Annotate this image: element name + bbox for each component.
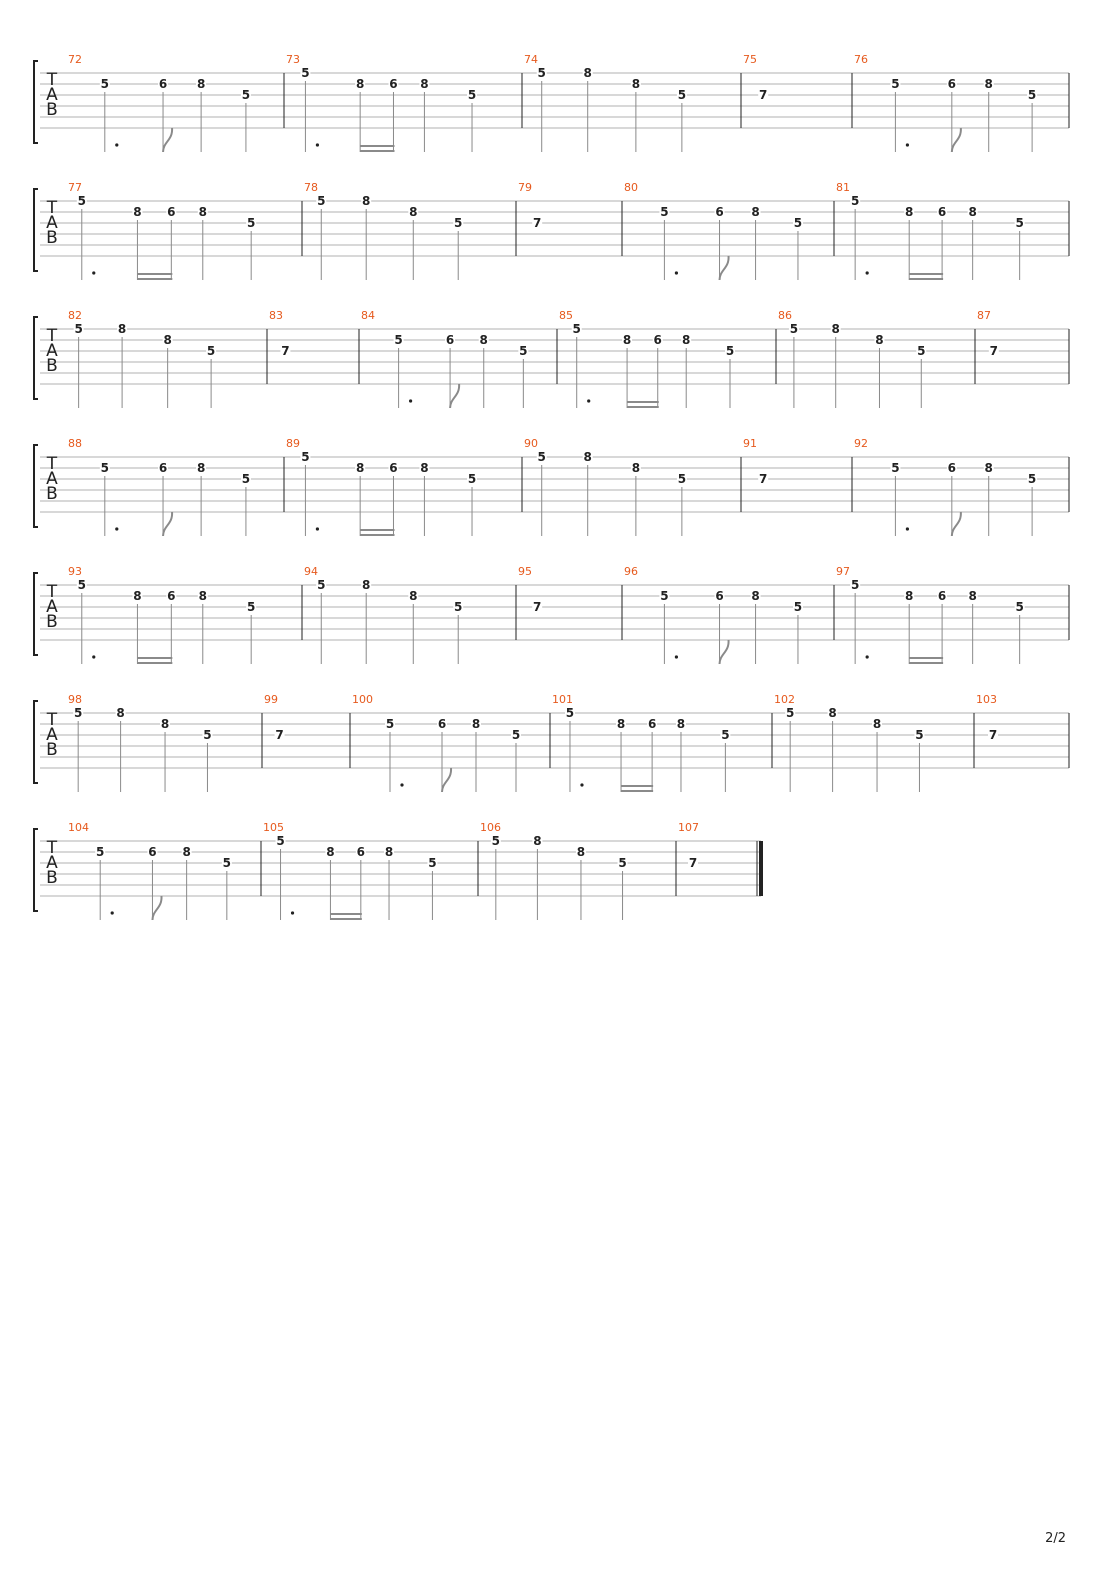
tab-clef-letter: T — [46, 838, 58, 858]
measure — [361, 309, 528, 408]
tab-clef-letter: T — [46, 70, 58, 90]
fret-number: 5 — [891, 77, 900, 91]
measure-number: 80 — [624, 181, 638, 194]
fret-number: 7 — [275, 728, 284, 742]
tab-clef-letter: A — [46, 213, 58, 233]
tab-clef-letter: T — [46, 582, 58, 602]
measure-number: 106 — [480, 821, 501, 834]
measure-number: 102 — [774, 693, 795, 706]
fret-number: 8 — [326, 845, 335, 859]
fret-number: 5 — [850, 194, 860, 208]
tab-clef-letter: B — [46, 356, 58, 376]
beam — [137, 657, 172, 659]
tab-clef-letter: T — [46, 710, 58, 730]
fret-number: 8 — [682, 333, 691, 347]
fret-number: 8 — [583, 450, 592, 464]
measure-number: 103 — [976, 693, 997, 706]
eighth-flag — [442, 768, 451, 792]
fret-number: 6 — [647, 717, 657, 731]
measure-number: 93 — [68, 565, 82, 578]
measure-number: 79 — [518, 181, 532, 194]
tab-clef-letter: T — [46, 198, 58, 218]
fret-number: 8 — [968, 589, 977, 603]
fret-number: 5 — [660, 205, 669, 219]
beam — [330, 913, 361, 915]
fret-number: 5 — [222, 856, 232, 870]
system-bracket — [34, 829, 38, 911]
tab-clef-letter: A — [46, 853, 58, 873]
tab-system — [34, 181, 1069, 280]
fret-number: 5 — [491, 834, 500, 848]
tab-system — [34, 437, 1069, 536]
fret-number: 6 — [445, 333, 455, 347]
measure-number: 96 — [624, 565, 638, 578]
measure-number: 94 — [304, 565, 318, 578]
measure-number: 82 — [68, 309, 82, 322]
fret-number: 6 — [715, 205, 724, 219]
measure-number: 73 — [286, 53, 300, 66]
fret-number: 5 — [276, 834, 285, 848]
measure — [836, 565, 1025, 664]
fret-number: 5 — [660, 589, 669, 603]
beam — [621, 790, 653, 792]
measure-number: 99 — [264, 693, 278, 706]
measure-number: 89 — [286, 437, 300, 450]
measure-number: 104 — [68, 821, 89, 834]
fret-number: 8 — [533, 834, 542, 848]
measure — [352, 693, 521, 792]
fret-number: 8 — [676, 717, 686, 731]
tab-clef-letter: B — [46, 868, 58, 888]
measure — [68, 821, 232, 920]
augmentation-dot — [92, 655, 95, 658]
measure — [68, 53, 251, 152]
augmentation-dot — [906, 527, 909, 530]
augmentation-dot — [866, 655, 869, 658]
fret-number: 5 — [96, 845, 105, 859]
fret-number: 5 — [793, 216, 803, 230]
fret-number: 5 — [100, 461, 109, 475]
fret-number: 5 — [786, 706, 795, 720]
fret-number: 8 — [905, 589, 914, 603]
beam — [360, 150, 394, 152]
beam — [909, 662, 943, 664]
fret-number: 5 — [301, 66, 310, 80]
augmentation-dot — [400, 783, 403, 786]
beam — [137, 662, 172, 664]
measure — [286, 437, 477, 536]
fret-number: 7 — [688, 856, 698, 870]
measure — [624, 181, 803, 280]
fret-number: 6 — [437, 717, 447, 731]
fret-number: 8 — [576, 845, 586, 859]
measure-number: 92 — [854, 437, 868, 450]
fret-number: 6 — [158, 461, 168, 475]
fret-number: 7 — [533, 216, 542, 230]
measure-number: 74 — [524, 53, 538, 66]
fret-number: 8 — [198, 589, 207, 603]
fret-number: 7 — [989, 344, 998, 358]
fret-number: 8 — [362, 578, 371, 592]
page-number: 2/2 — [1045, 1531, 1066, 1546]
fret-number: 8 — [409, 205, 418, 219]
fret-number: 8 — [622, 333, 632, 347]
measure-number: 105 — [263, 821, 284, 834]
measure — [524, 437, 687, 536]
fret-number: 5 — [203, 728, 212, 742]
eighth-flag — [152, 896, 161, 920]
beam — [909, 278, 943, 280]
fret-number: 6 — [167, 589, 176, 603]
fret-number: 8 — [355, 461, 365, 475]
fret-number: 5 — [511, 728, 521, 742]
fret-number: 5 — [793, 600, 803, 614]
augmentation-dot — [580, 783, 583, 786]
measure — [854, 53, 1037, 152]
fret-number: 5 — [454, 600, 463, 614]
fret-number: 8 — [631, 77, 641, 91]
augmentation-dot — [316, 143, 319, 146]
fret-number: 5 — [206, 344, 216, 358]
fret-number: 6 — [148, 845, 157, 859]
fret-number: 8 — [984, 461, 993, 475]
tab-clef-letter: A — [46, 341, 58, 361]
tab-clef-letter: B — [46, 612, 58, 632]
tab-clef-letter: B — [46, 100, 58, 120]
measure-number: 75 — [743, 53, 757, 66]
fret-number: 5 — [519, 344, 528, 358]
measure-number: 88 — [68, 437, 82, 450]
system-bracket — [34, 701, 38, 783]
measure-number: 107 — [678, 821, 699, 834]
fret-number: 5 — [77, 194, 86, 208]
fret-number: 8 — [875, 333, 884, 347]
tab-clef-letter: A — [46, 597, 58, 617]
fret-number: 6 — [389, 77, 398, 91]
system-bracket — [34, 61, 38, 143]
fret-number: 8 — [116, 706, 125, 720]
fret-number: 8 — [196, 77, 206, 91]
fret-number: 8 — [831, 322, 840, 336]
fret-number: 7 — [533, 600, 542, 614]
fret-number: 8 — [384, 845, 394, 859]
eighth-flag — [720, 640, 729, 664]
beam — [909, 657, 943, 659]
measure-number: 81 — [836, 181, 850, 194]
measure — [68, 181, 256, 280]
measure — [68, 565, 256, 664]
fret-number: 6 — [947, 77, 956, 91]
measure — [552, 693, 730, 792]
fret-number: 6 — [947, 461, 956, 475]
tab-system — [34, 309, 1069, 408]
fret-number: 8 — [984, 77, 993, 91]
measure-number: 85 — [559, 309, 573, 322]
eighth-flag — [163, 128, 172, 152]
measure — [68, 437, 251, 536]
fret-number: 6 — [653, 333, 662, 347]
beam — [909, 273, 943, 275]
fret-number: 6 — [937, 205, 947, 219]
fret-number: 5 — [317, 578, 326, 592]
beam — [621, 785, 653, 787]
beam — [627, 401, 659, 403]
measure-number: 90 — [524, 437, 538, 450]
fret-number: 5 — [428, 856, 437, 870]
fret-number: 5 — [537, 450, 546, 464]
fret-number: 5 — [850, 578, 860, 592]
measure — [524, 53, 687, 152]
system-bracket — [34, 317, 38, 399]
fret-number: 5 — [317, 194, 326, 208]
beam — [360, 529, 394, 531]
augmentation-dot — [92, 271, 95, 274]
system-bracket — [34, 189, 38, 271]
augmentation-dot — [675, 655, 678, 658]
fret-number: 7 — [988, 728, 998, 742]
fret-number: 8 — [968, 205, 977, 219]
fret-number: 6 — [356, 845, 365, 859]
measure — [263, 821, 437, 920]
augmentation-dot — [291, 911, 294, 914]
tab-clef-letter: A — [46, 469, 58, 489]
fret-number: 8 — [362, 194, 371, 208]
fret-number: 8 — [872, 717, 882, 731]
measure-number: 98 — [68, 693, 82, 706]
beam — [137, 278, 172, 280]
system-bracket — [34, 573, 38, 655]
fret-number: 5 — [1015, 600, 1024, 614]
measure-number: 91 — [743, 437, 757, 450]
measure-number: 101 — [552, 693, 573, 706]
fret-number: 5 — [100, 77, 109, 91]
augmentation-dot — [115, 527, 118, 530]
measure — [774, 693, 924, 792]
fret-number: 8 — [420, 461, 429, 475]
measure-number: 83 — [269, 309, 283, 322]
eighth-flag — [720, 256, 729, 280]
tab-clef-letter: A — [46, 725, 58, 745]
fret-number: 5 — [247, 600, 256, 614]
fret-number: 8 — [420, 77, 429, 91]
fret-number: 6 — [167, 205, 176, 219]
fret-number: 8 — [828, 706, 837, 720]
tab-system — [34, 693, 1069, 792]
beam — [360, 534, 394, 536]
fret-number: 5 — [789, 322, 799, 336]
fret-number: 5 — [1015, 216, 1024, 230]
augmentation-dot — [111, 911, 114, 914]
fret-number: 7 — [759, 472, 768, 486]
measure-number: 95 — [518, 565, 532, 578]
fret-number: 8 — [196, 461, 206, 475]
measure — [854, 437, 1037, 536]
augmentation-dot — [409, 399, 412, 402]
system-bracket — [34, 445, 38, 527]
measure — [68, 693, 212, 792]
augmentation-dot — [675, 271, 678, 274]
measure-number: 77 — [68, 181, 82, 194]
fret-number: 8 — [905, 205, 914, 219]
fret-number: 5 — [618, 856, 627, 870]
fret-number: 5 — [537, 66, 546, 80]
tab-system — [34, 821, 763, 920]
fret-number: 5 — [74, 706, 83, 720]
fret-number: 5 — [77, 578, 86, 592]
fret-number: 5 — [565, 706, 575, 720]
measure-number: 86 — [778, 309, 792, 322]
measure — [624, 565, 803, 664]
fret-number: 6 — [389, 461, 398, 475]
fret-number: 5 — [241, 472, 251, 486]
fret-number: 5 — [301, 450, 310, 464]
fret-number: 5 — [677, 88, 687, 102]
fret-number: 7 — [281, 344, 290, 358]
fret-number: 8 — [355, 77, 365, 91]
fret-number: 5 — [241, 88, 251, 102]
fret-number: 8 — [182, 845, 191, 859]
measure — [304, 565, 463, 664]
eighth-flag — [163, 512, 172, 536]
final-barline-thick — [759, 841, 763, 896]
augmentation-dot — [316, 527, 319, 530]
fret-number: 8 — [616, 717, 626, 731]
fret-number: 8 — [751, 589, 760, 603]
measure-number: 72 — [68, 53, 82, 66]
fret-number: 8 — [133, 589, 142, 603]
fret-number: 6 — [715, 589, 724, 603]
fret-number: 5 — [467, 88, 477, 102]
fret-number: 8 — [479, 333, 488, 347]
tab-clef-letter: A — [46, 85, 58, 105]
measure-number: 87 — [977, 309, 991, 322]
fret-number: 5 — [891, 461, 900, 475]
fret-number: 8 — [631, 461, 641, 475]
measure — [68, 309, 216, 408]
fret-number: 5 — [454, 216, 463, 230]
measure — [778, 309, 926, 408]
fret-number: 8 — [198, 205, 207, 219]
fret-number: 5 — [917, 344, 926, 358]
measure-number: 78 — [304, 181, 318, 194]
tab-clef-letter: B — [46, 228, 58, 248]
tab-system — [34, 53, 1069, 152]
fret-number: 5 — [721, 728, 730, 742]
fret-number: 8 — [163, 333, 172, 347]
tab-clef-letter: B — [46, 484, 58, 504]
measure-number: 100 — [352, 693, 373, 706]
augmentation-dot — [906, 143, 909, 146]
augmentation-dot — [115, 143, 118, 146]
tab-system — [34, 565, 1069, 664]
tab-clef-letter: T — [46, 326, 58, 346]
fret-number: 5 — [572, 322, 581, 336]
fret-number: 8 — [471, 717, 481, 731]
fret-number: 6 — [158, 77, 168, 91]
fret-number: 8 — [409, 589, 418, 603]
fret-number: 5 — [725, 344, 735, 358]
eighth-flag — [952, 512, 961, 536]
fret-number: 6 — [937, 589, 947, 603]
measure-number: 84 — [361, 309, 375, 322]
measure — [480, 821, 628, 920]
fret-number: 5 — [247, 216, 256, 230]
beam — [330, 918, 361, 920]
beam — [360, 145, 394, 147]
augmentation-dot — [866, 271, 869, 274]
eighth-flag — [952, 128, 961, 152]
fret-number: 8 — [583, 66, 592, 80]
measure-number: 76 — [854, 53, 868, 66]
measure — [304, 181, 463, 280]
fret-number: 8 — [160, 717, 170, 731]
fret-number: 8 — [751, 205, 760, 219]
fret-number: 5 — [394, 333, 403, 347]
beam — [137, 273, 172, 275]
fret-number: 5 — [1027, 472, 1037, 486]
fret-number: 5 — [74, 322, 83, 336]
eighth-flag — [450, 384, 459, 408]
fret-number: 5 — [915, 728, 924, 742]
augmentation-dot — [587, 399, 590, 402]
tab-clef-letter: B — [46, 740, 58, 760]
measure — [286, 53, 477, 152]
fret-number: 8 — [133, 205, 142, 219]
measure — [559, 309, 735, 408]
measure — [836, 181, 1025, 280]
measure-number: 97 — [836, 565, 850, 578]
fret-number: 7 — [759, 88, 768, 102]
fret-number: 5 — [677, 472, 687, 486]
fret-number: 8 — [117, 322, 127, 336]
fret-number: 5 — [1027, 88, 1037, 102]
fret-number: 5 — [385, 717, 395, 731]
tab-clef-letter: T — [46, 454, 58, 474]
fret-number: 5 — [467, 472, 477, 486]
beam — [627, 406, 659, 408]
